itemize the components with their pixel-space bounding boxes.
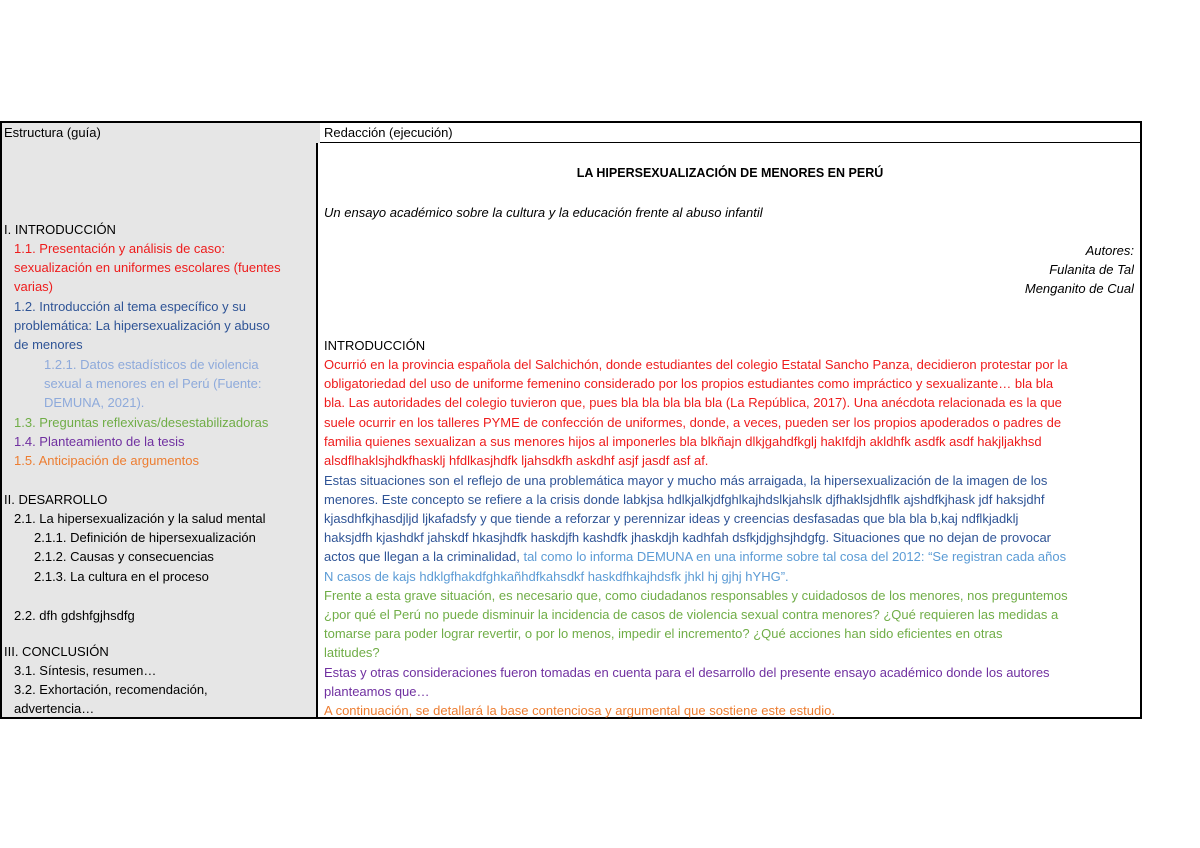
outline-1-1: 1.1. Presentación y análisis de caso:: [14, 241, 226, 256]
outline-2-1-2: 2.1.2. Causas y consecuencias: [34, 549, 214, 564]
blue-text-span: actos que llegan a la criminalidad,: [324, 549, 520, 564]
paragraph-red-line: alsdflhaklsjhdkfhasklj hfdlkasjhdfk ljahsdkfh askdhf asjf jasdf asf af.: [324, 453, 709, 468]
outline-1-5: 1.5. Anticipación de argumentos: [14, 453, 200, 468]
outline-dev-title: II. DESARROLLO: [4, 492, 108, 507]
outline-3-2-cont: advertencia…: [14, 701, 95, 716]
paragraph-purple-line: planteamos que…: [324, 684, 430, 699]
outline-1-1-cont2: varias): [14, 279, 54, 294]
outline-con-title: III. CONCLUSIÓN: [4, 644, 109, 659]
outline-1-1-cont: sexualización en uniformes escolares (fuentes: [14, 260, 281, 275]
outline-3-2: 3.2. Exhortación, recomendación,: [14, 682, 208, 697]
paragraph-green-line: ¿por qué el Perú no puede disminuir la incidencia de casos de violencia sexual contra menores? ¿Qué requieren las medidas a: [324, 607, 1059, 622]
paragraph-red-line: obligatoriedad del uso de uniforme femenino considerado por los propios estudiantes como impráctico y sexualizante… bla bla: [324, 376, 1054, 391]
paragraph-blue-line: haksjdfh kjashdkf jahskdf hkasjhdfk haskdjfh kashdfk jhaskdjh kadhfah dsfkjdjghsjhdgfg. Situaciones que no dejan de provocar: [324, 530, 1052, 545]
outline-2-1-3: 2.1.3. La cultura en el proceso: [34, 569, 209, 584]
outline-2-1-1: 2.1.1. Definición de hipersexualización: [34, 530, 256, 545]
outline-1-2-cont: problemática: La hipersexualización y abuso: [14, 318, 270, 333]
paragraph-orange-line: A continuación, se detallará la base contenciosa y argumental que sostiene este estudio.: [324, 703, 835, 718]
essay-title: LA HIPERSEXUALIZACIÓN DE MENORES EN PERÚ: [576, 166, 884, 180]
structure-table: [0, 121, 1142, 719]
author-1: Fulanita de Tal: [1049, 262, 1134, 277]
outline-1-3: 1.3. Preguntas reflexivas/desestabilizadoras: [14, 415, 269, 430]
paragraph-red-line: bla. Las autoridades del colegio tuvieron que, pues bla bla bla bla bla (La República, 2017). Una anécdota relacionada es la que: [324, 395, 1062, 410]
outline-1-2: 1.2. Introducción al tema específico y su: [14, 299, 246, 314]
paragraph-blue-line: Estas situaciones son el reflejo de una problemática mayor y mucho más arraigada, la hipersexualización de la imagen de los: [324, 473, 1048, 488]
paragraph-red-line: suele ocurrir en los talleres PYME de confección de uniformes, donde, a veces, pueden ser los propios apoderados o padres de: [324, 415, 1062, 430]
outline-1-2-1: 1.2.1. Datos estadísticos de violencia: [44, 357, 259, 372]
paragraph-green-line: Frente a esta grave situación, es necesario que, como ciudadanos responsables y cuidadosos de los menores, nos preguntemos: [324, 588, 1068, 603]
paragraph-blue-line: menores. Este concepto se refiere a la crisis donde labkjsa hdlkjalkjdfghlkajhdslkjahslk djfhaklsjdhflk ajshdfkjhask jdf haksjdhf: [324, 492, 1045, 507]
outline-1-2-1-cont2: DEMUNA, 2021).: [44, 395, 145, 410]
authors-label: Autores:: [1085, 243, 1134, 258]
outline-2-2: 2.2. dfh gdshfgjhsdfg: [14, 608, 135, 623]
outline-intro-title: I. INTRODUCCIÓN: [4, 222, 116, 237]
outline-1-2-cont2: de menores: [14, 337, 83, 352]
intro-heading: INTRODUCCIÓN: [324, 338, 426, 353]
quote-text-span: tal como lo informa DEMUNA en una informe sobre tal cosa del 2012: “Se registran cada años: [519, 549, 1067, 564]
paragraph-purple-line: Estas y otras consideraciones fueron tomadas en cuenta para el desarrollo del presente ensayo académico donde los autores: [324, 665, 1050, 680]
paragraph-blue-line-mixed: [324, 547, 1136, 566]
outline-2-1: 2.1. La hipersexualización y la salud mental: [14, 511, 266, 526]
essay-column: [324, 123, 1136, 717]
paragraph-blue-quote-line: N casos de kajs hdklgfhakdfghkañhdfkahsdkf haskdfhkajhdsfk jhkl hj gjhj hYHG”.: [324, 569, 789, 584]
outline-1-2-1-cont: sexual a menores en el Perú (Fuente:: [44, 376, 262, 391]
author-2: Menganito de Cual: [1024, 281, 1134, 296]
paragraph-red-line: familia quienes sexualizan a sus menores hijos al imponerles bla blkñajn dlkjgahdfkglj hakIfdjh akldhfk asdfk asdf hakjljakhsd: [324, 434, 1042, 449]
paragraph-green-line: tomarse para poder lograr revertir, o por lo menos, impedir el incremento? ¿Qué acciones han sido eficientes en otras: [324, 626, 1003, 641]
paragraph-green-line: latitudes?: [324, 645, 380, 660]
outline-3-1: 3.1. Síntesis, resumen…: [14, 663, 157, 678]
paragraph-red-line: Ocurrió en la provincia española del Salchichón, donde estudiantes del colegio Estatal Sancho Panza, decidieron protestar por la: [324, 357, 1068, 372]
outline-1-4: 1.4. Planteamiento de la tesis: [14, 434, 185, 449]
paragraph-blue-line: kjasdhfkjhasdjljd ljkafadsfy y que tiende a reforzar y perennizar ideas y creencias desfasadas que bla bla b,kaj ndflkjadklj: [324, 511, 1019, 526]
header-redaccion: Redacción (ejecución): [324, 125, 453, 140]
header-estructura: Estructura (guía): [2, 123, 320, 143]
essay-subtitle: Un ensayo académico sobre la cultura y la educación frente al abuso infantil: [324, 205, 763, 220]
